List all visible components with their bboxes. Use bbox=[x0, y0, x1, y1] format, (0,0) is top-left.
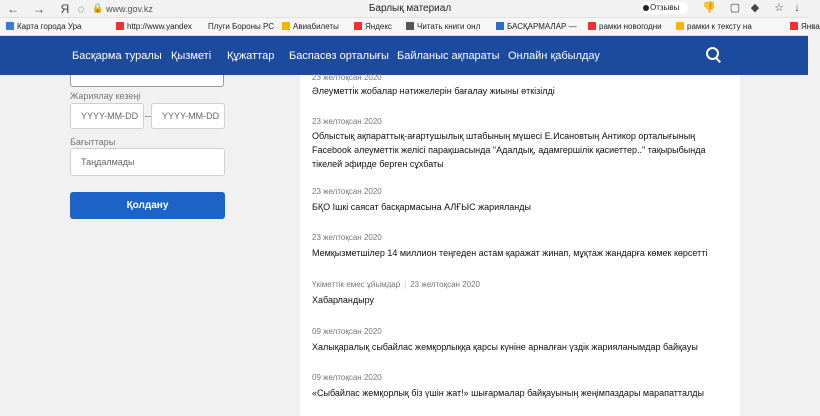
news-date: 09 желтоқсан 2020 bbox=[312, 327, 382, 336]
bookmark-item[interactable]: Янва bbox=[790, 21, 808, 33]
search-icon[interactable] bbox=[706, 47, 722, 63]
forward-icon[interactable]: → bbox=[33, 2, 45, 16]
nav-item-about[interactable]: Басқарма туралы bbox=[72, 50, 162, 62]
bookmark-item[interactable]: БАСҚАРМАЛАР — bbox=[496, 21, 584, 33]
meta-separator: | bbox=[404, 280, 407, 289]
date-range-label: Жариялау кезеңі bbox=[70, 91, 141, 101]
news-title-link[interactable]: Облыстық ақпараттық-ағартушылық штабының мүшесі Е.Исановтың Антикор орталығының Facebook әлеуметтік желісі парақшасында "Адалдық, адамгершілік қасиеттер.." тақырыбында тікелей эфирде берген сұхбаты bbox=[312, 131, 706, 169]
lock-icon: 🔒 bbox=[92, 3, 104, 13]
nav-item-activity[interactable]: Қызметі bbox=[171, 50, 212, 62]
site-navigation bbox=[0, 36, 808, 75]
bookmarks-bar bbox=[0, 18, 820, 36]
site-icon bbox=[496, 22, 504, 30]
bookmark-item[interactable]: Карта города Ура bbox=[6, 21, 112, 33]
apply-button[interactable]: Қолдану bbox=[70, 192, 225, 219]
shield-extension-icon[interactable]: ◆ bbox=[750, 2, 760, 14]
news-title-link[interactable]: БҚО Ішкі саясат басқармасына АЛҒЫС жарияланды bbox=[312, 202, 531, 212]
bookmark-item[interactable]: рамки новогодни bbox=[588, 21, 668, 33]
reviews-button[interactable]: Отзывы bbox=[640, 2, 688, 14]
nav-item-contacts[interactable]: Байланыс ақпараты bbox=[397, 50, 500, 62]
news-title-link[interactable]: Хабарландыру bbox=[312, 295, 375, 305]
tab-title: Барлық материал bbox=[368, 3, 452, 14]
right-gutter bbox=[740, 75, 808, 416]
news-date: 09 желтоқсан 2020 bbox=[312, 373, 382, 382]
download-icon[interactable]: ↓ bbox=[794, 2, 800, 14]
bookmark-star-icon[interactable]: ☆ bbox=[774, 2, 784, 14]
dislike-icon[interactable]: 👎 bbox=[702, 2, 716, 14]
protect-icon[interactable]: ◌ bbox=[77, 2, 85, 16]
nav-item-press-center[interactable]: Баспасөз орталығы bbox=[289, 50, 389, 62]
bookmark-item[interactable]: Плуги Бороны РС bbox=[208, 22, 275, 31]
news-date: 23 желтоқсан 2020 bbox=[410, 280, 480, 289]
news-title-link[interactable]: Әлеуметтік жобалар нәтижелерін бағалау жиыны өткізілді bbox=[312, 86, 555, 96]
book-icon bbox=[406, 22, 414, 30]
news-title-link[interactable]: «Сыбайлас жемқорлық біз үшін жат!» шығармалар байқауының жеңімпаздары марапатталды bbox=[312, 388, 704, 398]
news-date: 23 желтоқсан 2020 bbox=[312, 233, 382, 242]
bookmark-item[interactable]: Авиабилеты bbox=[282, 21, 346, 33]
directions-select[interactable]: Таңдалмады bbox=[70, 148, 225, 176]
date-from-input[interactable]: YYYY-MM-DD bbox=[70, 103, 144, 129]
nav-item-online-reception[interactable]: Онлайн қабылдау bbox=[508, 50, 600, 62]
bookmark-item[interactable]: рамки к тексту на bbox=[676, 21, 786, 33]
news-title-link[interactable]: Халықаралық сыбайлас жемқорлыққа қарсы күніне арналған үздік жарияланымдар байқауы bbox=[312, 342, 698, 352]
extension-icon[interactable]: ▢ bbox=[729, 2, 741, 14]
yandex-bookmark-icon bbox=[588, 22, 596, 30]
nav-item-documents[interactable]: Құжаттар bbox=[227, 50, 275, 62]
bookmark-item[interactable]: Яндекс bbox=[354, 21, 404, 33]
news-title-link[interactable]: Мемқызметшілер 14 миллион теңгеден астам қаражат жинап, мұқтаж жандарға көмек көрсетті bbox=[312, 248, 708, 258]
news-meta bbox=[312, 280, 480, 289]
filter-panel bbox=[0, 75, 290, 416]
date-to-input[interactable]: YYYY-MM-DD bbox=[151, 103, 225, 129]
search-text-field[interactable] bbox=[70, 75, 224, 87]
back-icon[interactable]: ← bbox=[7, 2, 19, 16]
bookmark-item[interactable]: Читать книги онл bbox=[406, 21, 494, 33]
image-icon bbox=[676, 22, 684, 30]
apps-icon bbox=[6, 22, 14, 30]
news-date: 23 желтоқсан 2020 bbox=[312, 73, 382, 82]
news-date: 23 желтоқсан 2020 bbox=[312, 117, 382, 126]
browser-toolbar bbox=[0, 0, 808, 18]
yandex-bookmark-icon bbox=[116, 22, 124, 30]
yandex-bookmark-icon bbox=[354, 22, 362, 30]
plane-icon bbox=[282, 22, 290, 30]
directions-label: Бағыттары bbox=[70, 137, 116, 147]
address-bar[interactable]: www.gov.kz bbox=[106, 4, 153, 14]
yandex-icon[interactable]: Я bbox=[60, 2, 70, 16]
news-date: 23 желтоқсан 2020 bbox=[312, 187, 382, 196]
news-category-link[interactable]: Үкіметтік емес ұйымдар bbox=[312, 280, 401, 289]
bookmark-item[interactable]: http://www.yandex bbox=[116, 21, 196, 33]
yandex-bookmark-icon bbox=[790, 22, 798, 30]
